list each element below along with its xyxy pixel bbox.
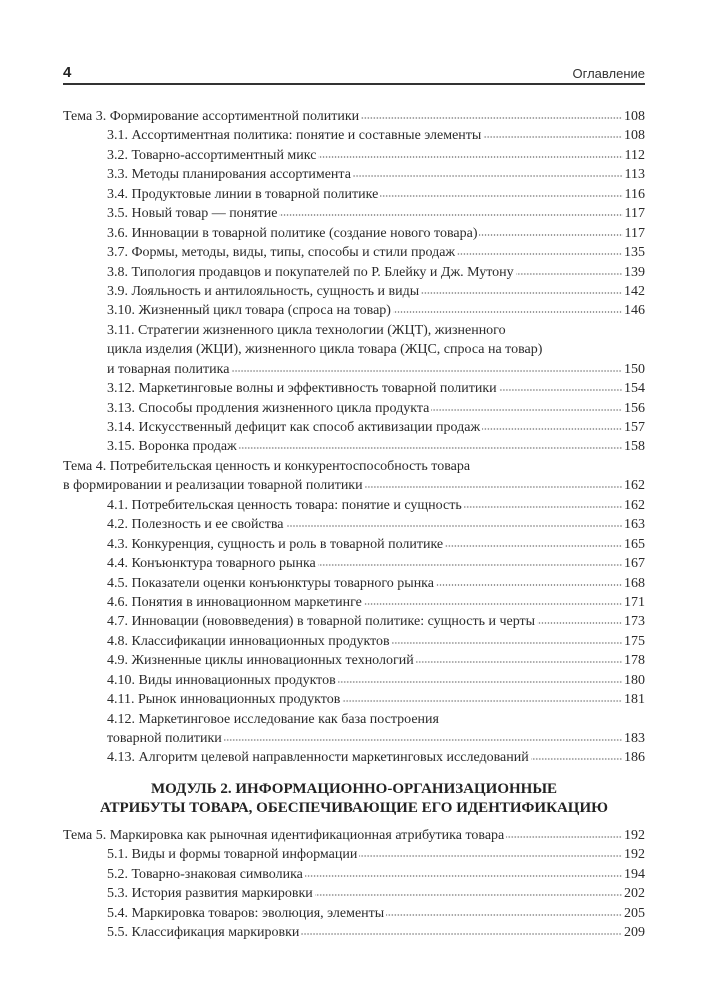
toc-subsection-entry xyxy=(63,146,645,165)
toc-subsection-entry xyxy=(63,554,645,573)
toc-subsection-entry xyxy=(63,904,645,923)
entry-page-number: 112 xyxy=(624,147,645,163)
entry-page-number: 181 xyxy=(624,692,645,708)
dot-leader xyxy=(231,369,622,373)
dot-leader xyxy=(457,252,622,256)
entry-title: в формировании и реализации товарной политики xyxy=(63,478,363,494)
toc-subsection-entry xyxy=(63,282,645,301)
entry-title: 3.15. Воронка продаж xyxy=(107,439,237,455)
toc-entry-line xyxy=(63,923,645,942)
entry-page-number: 139 xyxy=(624,264,645,280)
entry-page-number: 108 xyxy=(624,109,645,124)
toc-subsection-entry xyxy=(63,496,645,515)
entry-page-number: 113 xyxy=(624,167,645,183)
dot-leader xyxy=(361,116,622,120)
dot-leader xyxy=(386,913,622,917)
toc-entry-line xyxy=(63,554,645,573)
toc-subsection-entry xyxy=(63,865,645,884)
dot-leader xyxy=(516,272,622,276)
entry-page-number: 168 xyxy=(624,575,645,591)
entry-title: 4.12. Маркетинговое исследование как база построения xyxy=(107,711,439,727)
dot-leader xyxy=(286,524,623,528)
dot-leader xyxy=(431,408,622,412)
dot-leader xyxy=(537,621,622,625)
toc-entry-line xyxy=(63,399,645,418)
toc-entry-line xyxy=(63,243,645,262)
dot-leader xyxy=(392,641,622,645)
dot-leader xyxy=(279,213,622,217)
toc-subsection-entry xyxy=(63,535,645,554)
table-of-contents xyxy=(63,107,645,943)
toc-subsection-entry xyxy=(63,321,645,379)
toc-entry-line xyxy=(63,263,645,282)
toc-entry-line xyxy=(63,826,645,845)
toc-subsection-entry xyxy=(63,204,645,223)
toc-entry-line xyxy=(63,476,645,495)
entry-page-number: 178 xyxy=(624,653,645,669)
dot-leader xyxy=(479,233,622,237)
entry-page-number: 192 xyxy=(624,847,645,863)
toc-entry-line xyxy=(63,845,645,864)
toc-entry-line xyxy=(63,574,645,593)
entry-page-number: 158 xyxy=(624,439,645,455)
entry-title: 5.2. Товарно-знаковая символика xyxy=(107,866,303,882)
entry-title: 3.2. Товарно-ассортиментный микс xyxy=(107,147,317,163)
toc-entry-line xyxy=(63,146,645,165)
entry-page-number: 165 xyxy=(624,536,645,552)
entry-title: Тема 3. Формирование ассортиментной политики xyxy=(63,109,360,124)
toc-entry-line xyxy=(63,418,645,437)
entry-page-number: 116 xyxy=(624,186,645,202)
toc-entry-line xyxy=(63,340,645,359)
dot-leader xyxy=(318,155,622,159)
dot-leader xyxy=(342,699,622,703)
toc-entry-line xyxy=(63,496,645,515)
toc-subsection-entry xyxy=(63,126,645,145)
module-heading-line: МОДУЛЬ 2. ИНФОРМАЦИОННО-ОРГАНИЗАЦИОННЫЕ xyxy=(150,780,558,797)
entry-title: Тема 4. Потребительская ценность и конкурентоспособность товара xyxy=(63,458,471,474)
entry-page-number: 117 xyxy=(624,206,645,222)
entry-page-number: 156 xyxy=(624,400,645,416)
entry-title: 5.3. История развития маркировки xyxy=(107,886,313,902)
toc-entry-line xyxy=(63,321,645,340)
toc-subsection-entry xyxy=(63,748,645,767)
entry-page-number: 108 xyxy=(624,128,645,144)
toc-subsection-entry xyxy=(63,923,645,942)
entry-page-number: 150 xyxy=(624,361,645,377)
dot-leader xyxy=(436,583,622,587)
toc-entry-line xyxy=(63,748,645,767)
entry-page-number: 186 xyxy=(624,750,645,766)
entry-title: Тема 5. Маркировка как рыночная идентификационная атрибутика товара xyxy=(63,827,505,843)
entry-page-number: 157 xyxy=(624,420,645,435)
toc-subsection-entry xyxy=(63,671,645,690)
toc-entry-line xyxy=(63,632,645,651)
toc-entry-line xyxy=(63,165,645,184)
toc-entry-line xyxy=(63,107,645,126)
dot-leader xyxy=(301,932,622,936)
dot-leader xyxy=(305,874,622,878)
toc-subsection-entry xyxy=(63,437,645,456)
toc-entry-line xyxy=(63,651,645,670)
entry-page-number: 194 xyxy=(624,866,645,882)
dot-leader xyxy=(482,427,622,431)
entry-page-number: 142 xyxy=(624,283,645,299)
entry-page-number: 202 xyxy=(624,886,645,902)
entry-title: 4.1. Потребительская ценность товара: понятие и сущность xyxy=(107,497,462,513)
toc-subsection-entry xyxy=(63,632,645,651)
toc-subsection-entry xyxy=(63,243,645,262)
toc-topic-entry xyxy=(63,826,645,845)
toc-subsection-entry xyxy=(63,418,645,437)
toc-subsection-entry xyxy=(63,884,645,903)
dot-leader xyxy=(393,310,622,314)
toc-entry-line xyxy=(63,690,645,709)
toc-subsection-entry xyxy=(63,301,645,320)
entry-title: 4.8. Классификации инновационных продуктов xyxy=(107,633,390,649)
entry-title: 4.4. Конъюнктура товарного рынка xyxy=(107,556,316,572)
dot-leader xyxy=(364,602,622,606)
entry-page-number: 163 xyxy=(624,517,645,533)
entry-title: 5.4. Маркировка товаров: эволюция, элементы xyxy=(107,905,385,921)
toc-subsection-entry xyxy=(63,574,645,593)
toc-entry-line xyxy=(63,185,645,204)
entry-page-number: 180 xyxy=(624,672,645,688)
entry-title: 3.12. Маркетинговые волны и эффективность товарной политики xyxy=(107,381,497,397)
toc-subsection-entry xyxy=(63,612,645,631)
entry-page-number: 209 xyxy=(624,925,645,941)
toc-entry-line xyxy=(63,301,645,320)
dot-leader xyxy=(353,174,623,178)
dot-leader xyxy=(224,738,622,742)
toc-subsection-entry xyxy=(63,593,645,612)
dot-leader xyxy=(239,446,622,450)
entry-title: 3.8. Типология продавцов и покупателей по Р. Блейку и Дж. Мутону xyxy=(107,264,514,280)
entry-title: 3.5. Новый товар — понятие xyxy=(107,206,278,222)
dot-leader xyxy=(483,135,622,139)
toc-subsection-entry xyxy=(63,515,645,534)
toc-subsection-entry xyxy=(63,399,645,418)
toc-entry-line xyxy=(63,204,645,223)
entry-title: 4.10. Виды инновационных продуктов xyxy=(107,672,336,688)
dot-leader xyxy=(421,291,622,295)
dot-leader xyxy=(499,388,622,392)
entry-title: и товарная политика xyxy=(107,361,230,377)
dot-leader xyxy=(380,194,622,198)
entry-title: 3.14. Искусственный дефицит как способ активизации продаж xyxy=(107,420,481,435)
dot-leader xyxy=(416,660,622,664)
entry-title: 3.7. Формы, методы, виды, типы, способы и стили продаж xyxy=(107,245,456,261)
entry-title: 4.11. Рынок инновационных продуктов xyxy=(107,692,341,708)
toc-subsection-entry xyxy=(63,690,645,709)
toc-entry-line xyxy=(63,593,645,612)
dot-leader xyxy=(315,893,622,897)
toc-entry-line xyxy=(63,729,645,748)
entry-title: 5.5. Классификация маркировки xyxy=(107,925,300,941)
dot-leader xyxy=(464,505,622,509)
entry-page-number: 205 xyxy=(624,905,645,921)
entry-page-number: 117 xyxy=(624,225,645,241)
toc-entry-line xyxy=(63,904,645,923)
entry-page-number: 173 xyxy=(624,614,645,630)
dot-leader xyxy=(506,835,622,839)
entry-title: 3.9. Лояльность и антилояльность, сущность и виды xyxy=(107,283,420,299)
dot-leader xyxy=(338,680,622,684)
entry-title: 4.7. Инновации (нововведения) в товарной политике: сущность и черты xyxy=(107,614,536,630)
entry-page-number: 167 xyxy=(624,556,645,572)
toc-subsection-entry xyxy=(63,165,645,184)
toc-topic-entry xyxy=(63,457,645,496)
module-heading xyxy=(63,780,645,819)
toc-subsection-entry xyxy=(63,710,645,749)
toc-entry-line xyxy=(63,282,645,301)
running-header xyxy=(63,64,645,85)
toc-entry-line xyxy=(63,612,645,631)
entry-page-number: 171 xyxy=(624,594,645,610)
entry-page-number: 175 xyxy=(624,633,645,649)
toc-entry-line xyxy=(63,437,645,456)
toc-entry-line xyxy=(63,360,645,379)
module-heading-line: АТРИБУТЫ ТОВАРА, ОБЕСПЕЧИВАЮЩИЕ ЕГО ИДЕНТИФИКАЦИЮ xyxy=(99,800,609,817)
toc-subsection-entry xyxy=(63,224,645,243)
entry-title: 4.9. Жизненные циклы инновационных технологий xyxy=(107,653,414,669)
entry-title: цикла изделия (ЖЦИ), жизненного цикла товара (ЖЦС, спроса на товар) xyxy=(107,342,543,358)
toc-subsection-entry xyxy=(63,185,645,204)
running-title: Оглавление xyxy=(572,66,645,81)
entry-title: 4.13. Алгоритм целевой направленности маркетинговых исследований xyxy=(107,750,529,766)
entry-title: 3.1. Ассортиментная политика: понятие и составные элементы xyxy=(107,128,482,144)
toc-entry-line xyxy=(63,710,645,729)
entry-title: товарной политики xyxy=(107,731,222,746)
entry-title: 4.3. Конкуренция, сущность и роль в товарной политике xyxy=(107,536,444,552)
toc-subsection-entry xyxy=(63,651,645,670)
entry-page-number: 135 xyxy=(624,245,645,261)
entry-title: 3.6. Инновации в товарной политике (создание нового товара) xyxy=(107,225,478,241)
toc-entry-line xyxy=(63,865,645,884)
entry-page-number: 146 xyxy=(624,303,645,319)
toc-subsection-entry xyxy=(63,263,645,282)
entry-title: 3.3. Методы планирования ассортимента xyxy=(107,167,351,183)
toc-entry-line xyxy=(63,515,645,534)
entry-title: 3.13. Способы продления жизненного цикла продукта xyxy=(107,400,430,416)
entry-page-number: 192 xyxy=(624,827,645,843)
entry-title: 4.5. Показатели оценки конъюнктуры товарного рынка xyxy=(107,575,434,591)
dot-leader xyxy=(365,485,622,489)
dot-leader xyxy=(359,854,622,858)
toc-topic-entry xyxy=(63,107,645,126)
toc-entry-line xyxy=(63,224,645,243)
toc-entry-line xyxy=(63,884,645,903)
entry-page-number: 162 xyxy=(624,497,645,513)
entry-page-number: 154 xyxy=(624,381,645,397)
page-number: 4 xyxy=(63,64,72,81)
toc-subsection-entry xyxy=(63,845,645,864)
toc-entry-line xyxy=(63,126,645,145)
entry-page-number: 183 xyxy=(624,731,645,746)
toc-subsection-entry xyxy=(63,379,645,398)
toc-entry-line xyxy=(63,457,645,476)
entry-title: 3.10. Жизненный цикл товара (спроса на товар) xyxy=(107,303,391,319)
entry-title: 4.6. Понятия в инновационном маркетинге xyxy=(107,594,362,610)
dot-leader xyxy=(445,544,622,548)
entry-title: 3.4. Продуктовые линии в товарной политике xyxy=(107,186,379,202)
toc-entry-line xyxy=(63,671,645,690)
dot-leader xyxy=(531,757,622,761)
entry-title: 4.2. Полезность и ее свойства xyxy=(107,517,284,533)
entry-page-number: 162 xyxy=(624,478,645,494)
entry-title: 5.1. Виды и формы товарной информации xyxy=(107,847,358,863)
dot-leader xyxy=(318,563,622,567)
entry-title: 3.11. Стратегии жизненного цикла технологии (ЖЦТ), жизненного xyxy=(107,322,506,338)
toc-entry-line xyxy=(63,379,645,398)
toc-entry-line xyxy=(63,535,645,554)
